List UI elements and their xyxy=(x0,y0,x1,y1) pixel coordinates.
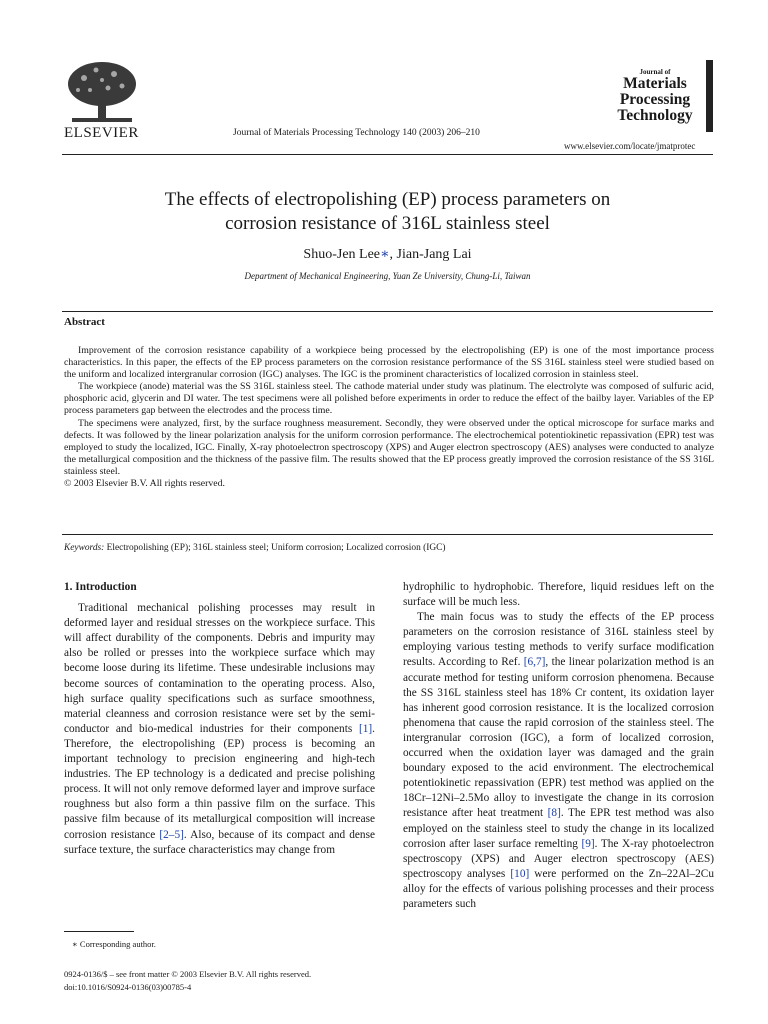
corresponding-author-footnote: ∗ Corresponding author. xyxy=(72,939,156,949)
journal-name-line1: Materials xyxy=(623,75,687,92)
journal-name xyxy=(607,76,703,124)
reference-link-10[interactable]: [10] xyxy=(510,867,530,880)
article-title xyxy=(62,188,713,236)
intro-paragraph-2: The main focus was to study the effects of the EP process parameters on the corrosion resistance of 316L stainless steel by employing various testing methods to verify surface modification results. According to Ref. [6,7], the linear polarization method is an accurate method for testing uniform corrosion phenomena. Because the SS 316L stainless steel has 18% Cr content, its oxidation layer has inherent good corrosion resistance. It is the localized corrosion phenomena that cause the rapid corrosion of the stainless steel. The intergranular corrosion (IGC), a form of localized corrosion, occurred when the oxidation layer was damaged and the grain boundary exposed to the acid environment. The electrochemical potentiokinetic repassivation (EPR) test method was applied on the 18Cr–12Ni–2.5Mo alloy to investigate the change in its corrosion resistance after heat treatment [8]. The EPR test method was also employed on the stainless steel to study the change in its localized corrosion after laser surface remelting [9]. The X-ray photoelectron spectroscopy (XPS) and Auger electron spectroscopy (AES) spectroscopy analyses [10] were performed on the Zn–22Al–2Cu alloy for the effects of various polishing processes and their process parameters such xyxy=(403,611,715,910)
abstract-body xyxy=(64,345,714,490)
author-list xyxy=(62,246,713,263)
reference-link-6-7[interactable]: [6,7] xyxy=(523,656,546,669)
intro-paragraph-1: Traditional mechanical polishing processes may result in deformed layer and residual stresses on the workpiece surface. This will affect durability of the components. Debris and impurity may also be rolled or presses into the workpiece surface which may become loose during its lifetime. These undesirable inclusions may become sources of contamination to the operating process. Also, high surface quality specifications such as surface smoothness, material cleanness and corrosion resistance were set by the semi-conductor and bio-medical industries for their components [1]. Therefore, the electropolishing (EP) process is becoming an important technology to precision engineering and high-tech industries. The EP technology is a dedicated and precise polishing process. It will not only remove deformed layer and improve surface roughness but also form a thin passive film on the surface. This passive film because of its metallurgical composition will increase corrosion resistance [2–5]. Also, because of its compact and dense surface texture, the surface characteristics may change from xyxy=(64,602,375,856)
title-line2: corrosion resistance of 316L stainless steel xyxy=(225,213,550,234)
abstract-heading: Abstract xyxy=(64,316,105,328)
corresponding-author-marker[interactable]: ∗ xyxy=(380,247,390,262)
section-heading-introduction: 1. Introduction xyxy=(64,581,137,593)
abstract-copyright: © 2003 Elsevier B.V. All rights reserved. xyxy=(64,478,225,490)
issn-line: 0924-0136/$ – see front matter © 2003 Elsevier B.V. All rights reserved. xyxy=(64,969,312,979)
reference-link-1[interactable]: [1] xyxy=(358,722,373,735)
reference-link-2-5[interactable]: [2–5] xyxy=(159,828,184,841)
doi-line: doi:10.1016/S0924-0136(03)00785-4 xyxy=(64,982,192,992)
abstract-top-divider xyxy=(62,311,713,312)
keywords xyxy=(64,543,446,553)
keywords-label: Keywords: xyxy=(64,543,105,553)
journal-name-line2: Processing xyxy=(619,91,691,108)
header-divider xyxy=(62,154,713,155)
journal-name-line3: Technology xyxy=(617,107,693,124)
journal-logo-box xyxy=(607,60,713,132)
footnote-divider xyxy=(64,931,134,932)
keywords-text: Electropolishing (EP); 316L stainless steel; Uniform corrosion; Localized corrosion (IGC) xyxy=(104,543,446,553)
author-1: Shuo-Jen Lee xyxy=(303,247,381,262)
reference-link-8[interactable]: [8] xyxy=(547,807,561,820)
body-column-left xyxy=(64,580,375,858)
abstract-paragraph-3: The specimens were analyzed, first, by the surface roughness measurement. Secondly, they were observed under the optical microscope for surface marks and defects. It was followed by the linear polarization analysis for the uniform corrosion performance. The electrochemical potentiokinetic repassivation (EPR) test was employed to study the localized, IGC. Finally, X-ray photoelectron spectroscopy (XPS) and Auger electron spectroscopy (AES) analyses were conducted to analyze the metallurgical composition and the thickness of the passive film. The results showed that the EP process greatly improved the corrosion resistance of the SS 316L stainless steel. xyxy=(64,417,714,477)
title-line1: The effects of electropolishing (EP) process parameters on xyxy=(164,189,611,210)
journal-box-bar xyxy=(706,60,713,132)
abstract-paragraph-2: The workpiece (anode) material was the SS 316L stainless steel. The cathode material under study was platinum. The electrolyte was composed of sulfuric acid, phosphoric acid, glycerin and DI water. The test specimens were all polished before experiments in order to reduce the effect of the bailby layer. Variables of the EP process parameters gap between the electrodes and the process time. xyxy=(64,381,714,417)
intro-paragraph-1-cont: hydrophilic to hydrophobic. Therefore, liquid residues left on the surface will be much less. xyxy=(403,581,714,609)
journal-of-label: Journal of xyxy=(639,68,671,76)
elsevier-tree-logo xyxy=(62,60,142,126)
reference-link-9[interactable]: [9] xyxy=(581,837,595,850)
author-2: , Jian-Jang Lai xyxy=(389,247,472,262)
publisher-name: ELSEVIER xyxy=(64,125,139,141)
front-matter xyxy=(64,968,311,994)
journal-citation: Journal of Materials Processing Technology 140 (2003) 206–210 xyxy=(233,128,480,138)
affiliation: Department of Mechanical Engineering, Yuan Ze University, Chung-Li, Taiwan xyxy=(244,271,531,281)
abstract-paragraph-1: Improvement of the corrosion resistance capability of a workpiece being processed by the electropolishing (EP) is one of the most importance process characteristics. In this paper, the effects of the EP process parameters on the corrosion resistance performance of the SS 316L stainless steel were studied based on the uniform and localized intergranular corrosion (IGC) analyses. The IGC is the prominent characteristics of localized corrosion in stainless steel. xyxy=(64,345,714,381)
body-column-right xyxy=(403,580,714,912)
abstract-bottom-divider xyxy=(62,534,713,535)
journal-url[interactable]: www.elsevier.com/locate/jmatprotec xyxy=(564,141,696,151)
